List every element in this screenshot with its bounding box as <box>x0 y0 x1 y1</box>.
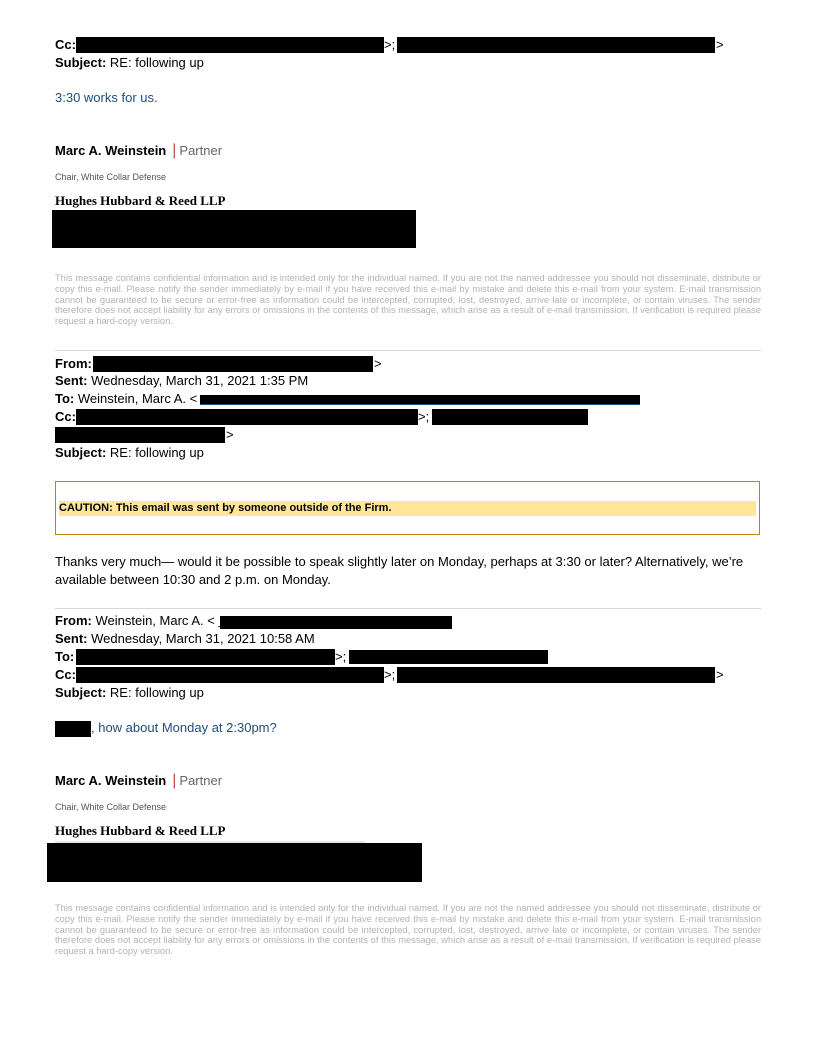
subject-label: Subject: <box>55 685 107 700</box>
email3-cc-line <box>55 666 76 683</box>
divider-rule <box>55 608 761 609</box>
redaction-block <box>76 667 384 683</box>
email2-cc-separator: >; <box>418 409 430 424</box>
sent-label: Sent: <box>55 631 88 646</box>
redaction-block <box>76 37 384 53</box>
email3-subject-line <box>55 684 204 701</box>
redaction-block <box>76 409 418 425</box>
email2-from-end: > <box>374 356 382 371</box>
subject-value: RE: following up <box>109 445 204 460</box>
email3-sent-line <box>55 630 315 647</box>
email2-body: Thanks very much— would it be possible to speak slightly later on Monday, perhaps at 3:30 or later? Alternatively, we’re available between 10:30 and 2 p.m. on Monday. <box>55 554 744 587</box>
from-label: From: <box>55 613 92 628</box>
redaction-block <box>349 650 548 664</box>
email1-subject-line <box>55 54 204 71</box>
email1-cc-end: > <box>716 37 724 52</box>
redaction-block <box>55 721 91 737</box>
sent-label: Sent: <box>55 373 88 388</box>
to-label: To: <box>55 649 75 664</box>
signature-firm: Hughes Hubbard & Reed LLP <box>55 823 226 838</box>
redaction-block <box>200 395 640 404</box>
email3-to-separator: >; <box>335 649 347 664</box>
signature-title: Partner <box>179 143 223 158</box>
email3-from-line <box>55 612 215 629</box>
external-sender-banner <box>55 481 760 535</box>
subject-value: RE: following up <box>109 55 204 70</box>
cc-label: Cc: <box>55 37 76 52</box>
signature-firm: Hughes Hubbard & Reed LLP <box>55 193 226 208</box>
divider-rule <box>55 350 761 351</box>
redaction-block <box>397 37 715 53</box>
email2-cc-line <box>55 408 76 425</box>
email3-body: , how about Monday at 2:30pm? <box>91 720 277 735</box>
email1-cc-line <box>55 36 76 53</box>
title-divider: | <box>172 142 177 159</box>
cc-label: Cc: <box>55 667 76 682</box>
email3-to-line <box>55 648 74 665</box>
link-underline <box>200 404 640 405</box>
signature-2 <box>55 772 222 790</box>
subject-label: Subject: <box>55 445 107 460</box>
sent-value: Wednesday, March 31, 2021 1:35 PM <box>91 373 309 388</box>
redaction-block <box>47 843 422 882</box>
subject-label: Subject: <box>55 55 107 70</box>
signature-1 <box>55 142 222 160</box>
email3-cc-separator: >; <box>384 667 396 682</box>
email1-body: 3:30 works for us. <box>55 90 158 105</box>
caution-text: CAUTION: This email was sent by someone outside of the Firm. <box>59 502 392 514</box>
email1-cc-separator: >; <box>384 37 396 52</box>
sent-value: Wednesday, March 31, 2021 10:58 AM <box>91 631 315 646</box>
disclaimer-1: This message contains confidential information and is intended only for the individual named. If you are not the named addressee you should not disseminate, distribute or copy this e-mail. Please notify the sender immediately by e-mail if you have received this e-mail by mistake and delete this e-mail from your system. E-mail transmission cannot be guaranteed to be secure or error-free as information could be intercepted, corrupted, lost, destroyed, arrive late or incomplete, or contain viruses. The sender therefore does not accept liability for any errors or omissions in the contents of this message, which arise as a result of e-mail transmission. If verification is required please request a hard-copy version. <box>55 273 761 327</box>
email2-from-line <box>55 355 92 372</box>
signature-title: Partner <box>179 773 223 788</box>
email3-cc-end: > <box>716 667 724 682</box>
signature-name: Marc A. Weinstein <box>55 143 167 158</box>
email2-subject-line <box>55 444 204 461</box>
redaction-block <box>93 356 373 372</box>
redaction-block <box>52 210 416 248</box>
to-value: Weinstein, Marc A. < <box>77 391 198 406</box>
signature-role: Chair, White Collar Defense <box>55 802 167 812</box>
redaction-block <box>397 667 715 683</box>
to-label: To: <box>55 391 75 406</box>
email2-to-line <box>55 390 197 407</box>
signature-name: Marc A. Weinstein <box>55 773 167 788</box>
email2-cc-end: > <box>226 427 234 442</box>
email2-sent-line <box>55 372 308 389</box>
redaction-block <box>432 409 588 425</box>
redaction-block <box>55 427 225 443</box>
subject-value: RE: following up <box>109 685 204 700</box>
cc-label: Cc: <box>55 409 76 424</box>
signature-role: Chair, White Collar Defense <box>55 172 167 182</box>
from-label: From: <box>55 356 92 371</box>
redaction-block <box>220 616 452 629</box>
title-divider: | <box>172 772 177 789</box>
from-value: Weinstein, Marc A. < <box>95 613 215 628</box>
disclaimer-2: This message contains confidential information and is intended only for the individual named. If you are not the named addressee you should not disseminate, distribute or copy this e-mail. Please notify the sender immediately by e-mail if you have received this e-mail by mistake and delete this e-mail from your system. E-mail transmission cannot be guaranteed to be secure or error-free as information could be intercepted, corrupted, lost, destroyed, arrive late or incomplete, or contain viruses. The sender therefore does not accept liability for any errors or omissions in the contents of this message, which arise as a result of e-mail transmission. If verification is required please request a hard-copy version. <box>55 903 761 957</box>
redaction-block <box>76 649 335 665</box>
